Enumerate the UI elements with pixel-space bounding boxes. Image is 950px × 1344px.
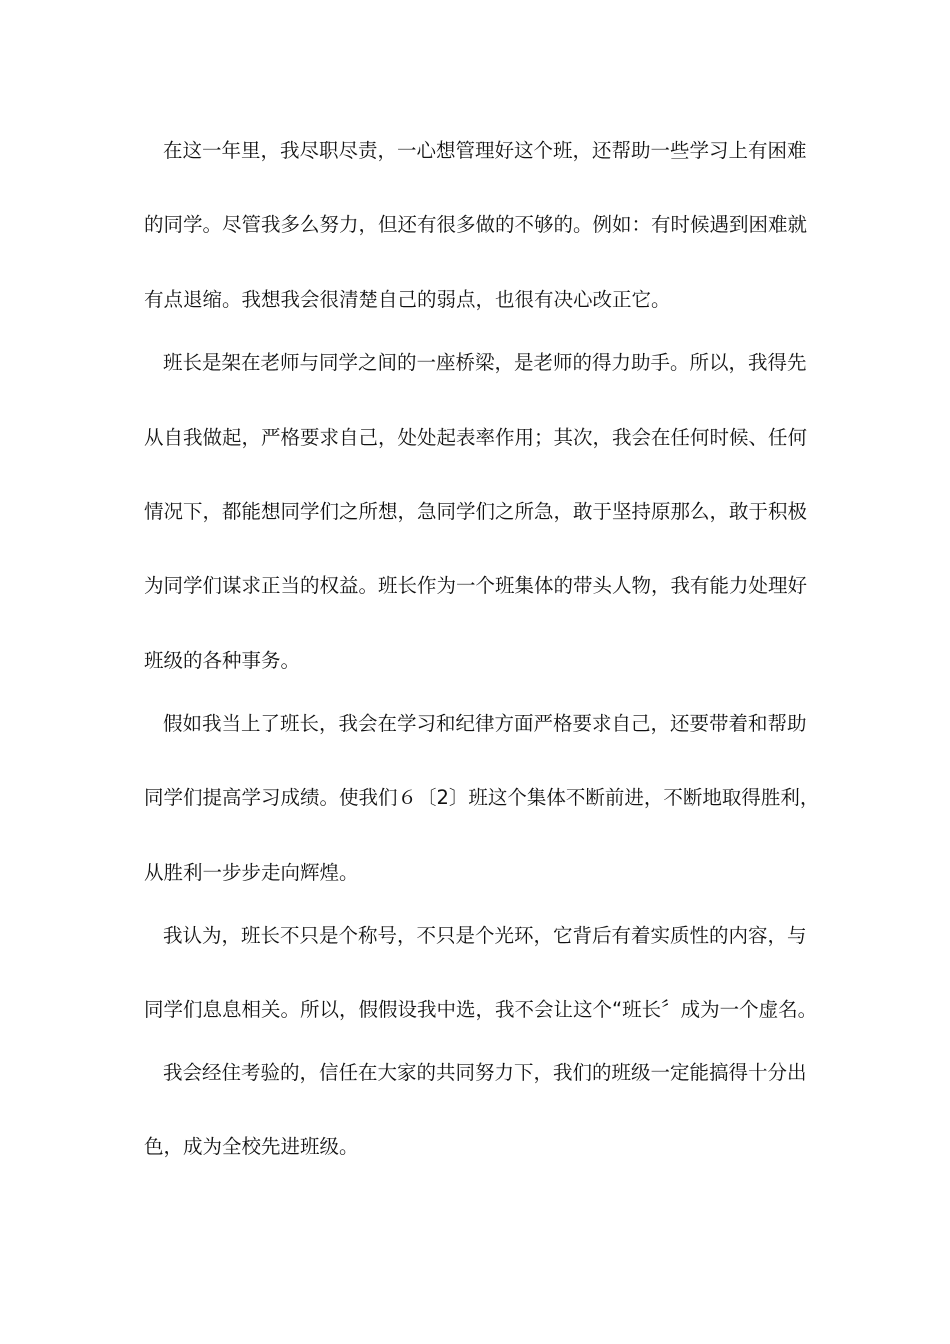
text-line: 假如我当上了班长，我会在学习和纪律方面严格要求自己，还要带着和帮助 — [163, 712, 807, 735]
text-line: 有点退缩。我想我会很清楚自己的弱点，也很有决心改正它。 — [144, 288, 671, 311]
text-line: 从胜利一步步走向辉煌。 — [144, 861, 359, 884]
text-line: 班长是架在老师与同学之间的一座桥梁，是老师的得力助手。所以，我得先 — [163, 351, 807, 374]
text-line: 情况下，都能想同学们之所想，急同学们之所急，敢于坚持原那么，敢于积极 — [144, 500, 808, 523]
text-line: 在这一年里，我尽职尽责，一心想管理好这个班，还帮助一些学习上有困难 — [163, 139, 807, 162]
text-line: 班级的各种事务。 — [144, 649, 301, 672]
text-line: 为同学们谋求正当的权益。班长作为一个班集体的带头人物，我有能力处理好 — [144, 574, 808, 597]
text-line: 的同学。尽管我多么努力，但还有很多做的不够的。例如：有时候遇到困难就 — [144, 213, 808, 236]
text-line: 我会经住考验的，信任在大家的共同努力下，我们的班级一定能搞得十分出 — [163, 1061, 807, 1084]
text-line: 色，成为全校先进班级。 — [144, 1135, 359, 1158]
text-line: 从自我做起，严格要求自己，处处起表率作用；其次，我会在任何时候、任何 — [144, 426, 808, 449]
text-line: 同学们息息相关。所以，假假设我中选，我不会让这个“班长〞成为一个虚名。 — [144, 998, 818, 1021]
text-line: 同学们提高学习成绩。使我们６〔2〕班这个集体不断前进，不断地取得胜利， — [144, 786, 820, 809]
text-line: 我认为，班长不只是个称号，不只是个光环，它背后有着实质性的内容，与 — [163, 924, 807, 947]
